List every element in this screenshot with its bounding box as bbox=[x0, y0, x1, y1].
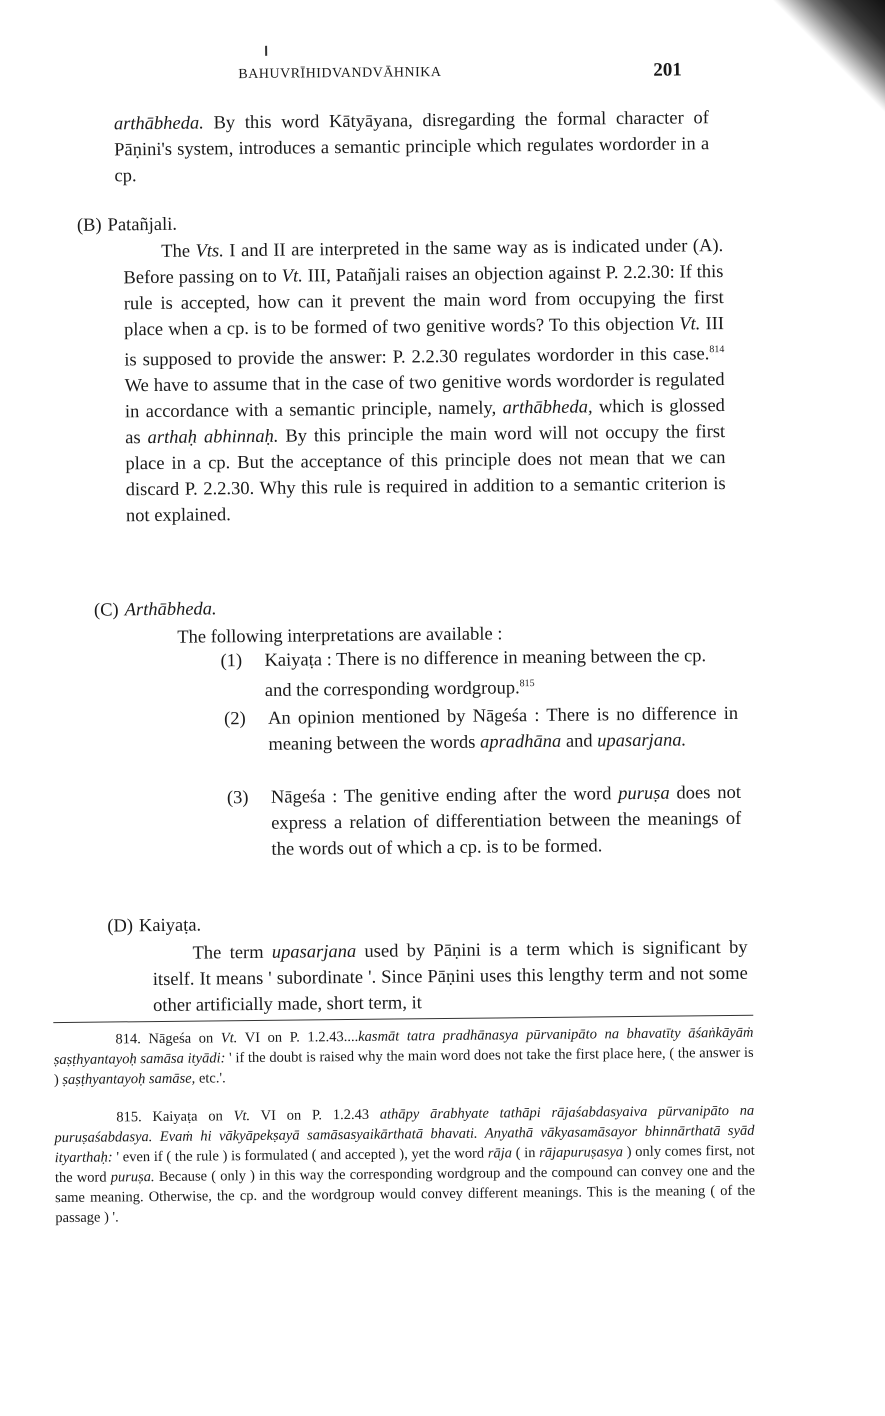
margin-mark bbox=[265, 46, 267, 56]
footnote-ref-814: 814 bbox=[709, 344, 725, 356]
section-d-heading: (D) Kaiyaṭa. bbox=[107, 915, 202, 937]
footnote-814: 814. Nāgeśa on Vt. VI on P. 1.2.43....kasmāt tatra pradhānasya pūrvanipāto na bhavatīty āśaṅkāyāṁ ṣaṣṭhyantayoḥ samāsa ityādi: ' if the doubt is raised why the main word does not take the first place here, ( the answer is ) ṣaṣṭhyantayoḥ samāse, etc.'. bbox=[53, 1024, 754, 1089]
section-b-heading: (B) Patañjali. bbox=[76, 214, 178, 236]
section-c-heading: (C) Arthābheda. bbox=[93, 599, 217, 621]
section-b-paragraph: The Vts. I and II are interpreted in the same way as is indicated under (A). Before passing on to Vt. III, Patañjali raises an objection against P. 2.2.30: If this rule is accepted, how can it prevent the main word from occupying the first place when a cp. is to be formed of two genitive words? To this objection Vt. III is supposed to provide the answer: P. 2.2.30 regulates wordorder in this case.$^{814}$ We have to assume that in the case of two genitive words wordorder is regulated in accordance with a semantic principle, namely, arthābheda, which is glossed as arthaḥ abhinnaḥ. By this principle the main word will not occupy the first place in a cp. But the acceptance of this principle does not mean that we can discard P. 2.2.30. Why this rule is required in addition to a semantic criterion is not explained. bbox=[123, 236, 726, 527]
interpretation-3: (3) Nāgeśa : The genitive ending after the word puruṣa does not express a relation of differentiation between the meanings of the words out of which a cp. is to be formed. bbox=[226, 782, 742, 860]
section-c-lead: The following interpretations are available : bbox=[177, 624, 503, 648]
running-head: BAHUVRĪHIDVANDVĀHNIKA bbox=[238, 64, 442, 83]
interpretation-1: (1) Kaiyaṭa : There is no difference in meaning between the cp. and the corresponding wordgroup.$^{815}$ bbox=[220, 646, 707, 702]
section-d-paragraph: The term upasarjana used by Pāṇini is a term which is significant by itself. It means ' subordinate '. Since Pāṇini uses this lengthy term and not some other artificially made, short term, it bbox=[152, 937, 748, 1017]
footnote-ref-815: 815 bbox=[519, 678, 535, 690]
intro-term: arthābheda. bbox=[113, 113, 204, 135]
intro-paragraph: arthābheda. By this word Kātyāyana, disregarding the formal character of Pāṇini's system, introduces a semantic principle which regulates wordorder in a cp. bbox=[113, 108, 710, 187]
footnote-815: 815. Kaiyaṭa on Vt. VI on P. 1.2.43 athāpy ārabhyate tathāpi rājaśabdasyaiva pūrvanipāto na puruṣaśabdasya. Evaṁ hi vākyāpekṣayā samāsasyaikārthatā bhavati. Anyathā vākyasamāsayor bhinnārthatā syād ityarthaḥ: ' even if ( the rule ) is formulated ( and accepted ), yet the word rāja ( in rājapuruṣasya ) only comes first, not the word puruṣa. Because ( only ) in this way the corresponding wordgroup and the compound can convey one and the same meaning. Otherwise, the cp. and the wordgroup would convey different meanings. This is the meaning ( of the passage ) '. bbox=[54, 1102, 756, 1227]
interpretation-2: (2) An opinion mentioned by Nāgeśa : There is no difference in meaning between the words apradhāna and upasarjana. bbox=[224, 703, 739, 755]
page-number: 201 bbox=[653, 59, 682, 81]
